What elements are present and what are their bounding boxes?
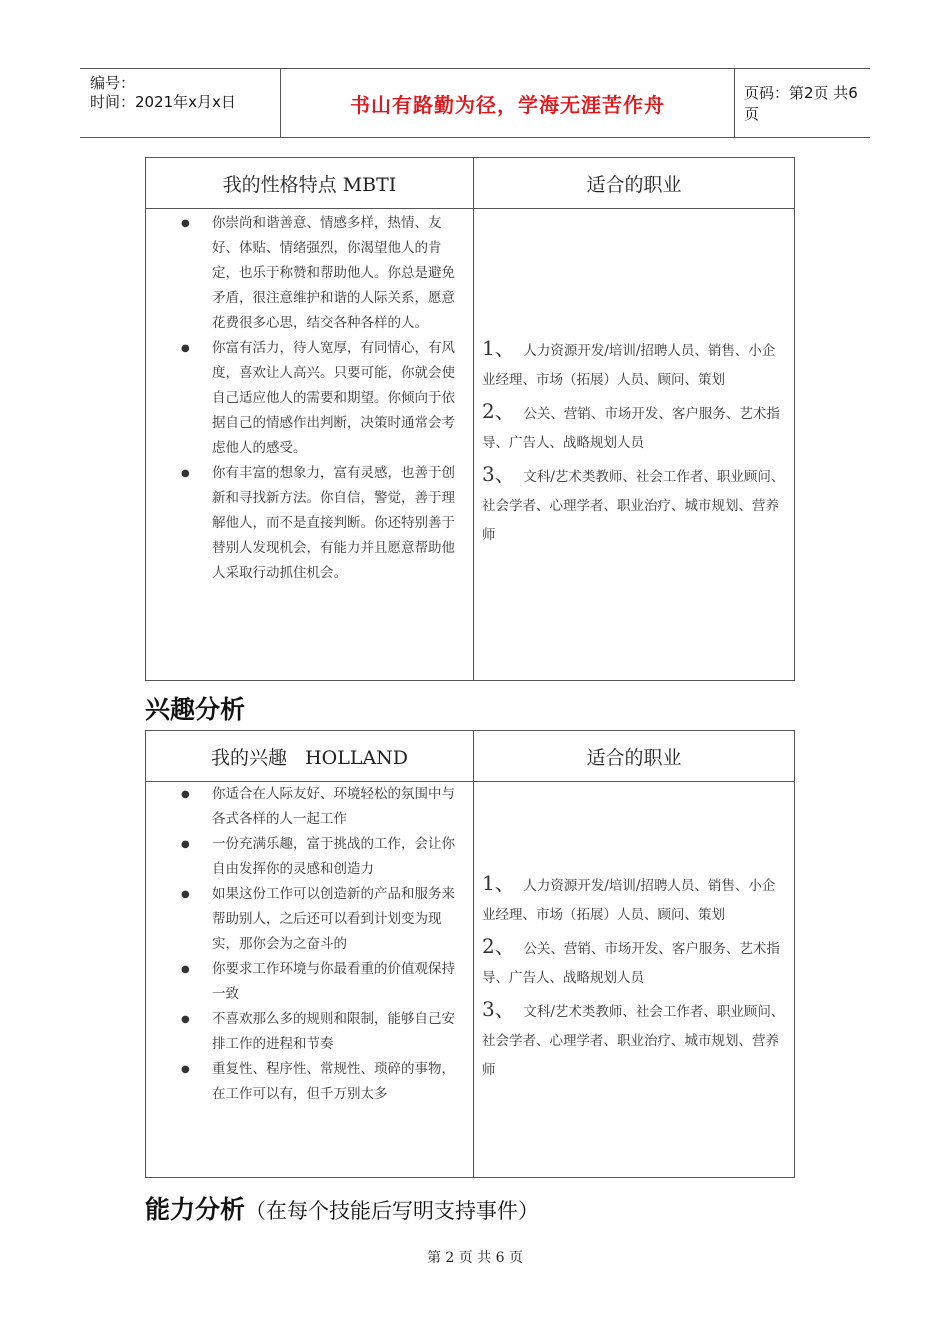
page-code: 页码：第2页 共6页 [744,84,858,123]
ability-subtitle: （在每个技能后写明支持事件） [245,1199,540,1223]
holland-table [145,730,795,1178]
list-item: ● 一份充满乐趣，富于挑战的工作，会让你自由发挥你的灵感和创造力 [146,832,456,882]
header-page-cell [734,69,870,137]
bullet-icon: ● [181,468,190,479]
job-item: 1、 人力资源开发/培训/招聘人员、销售、小企业经理、市场（拓展）人员、顾问、策划 [482,336,776,388]
column-divider [473,208,474,680]
bullet-icon: ● [181,1014,190,1025]
bullet-icon: ● [181,964,190,975]
holland-trait-list [146,782,456,1107]
holland-left-header: 我的兴趣 HOLLAND [146,731,474,782]
job-item: 3、 文科/艺术类教师、社会工作者、职业顾问、社会学者、心理学者、职业治疗、城市规划、营养师 [482,462,785,543]
bullet-icon: ● [181,789,190,800]
mbti-right-header: 适合的职业 [474,158,794,209]
header-motto-cell [280,69,735,137]
list-item: ● 不喜欢那么多的规则和限制，能够自己安排工作的进程和节奏 [146,1007,456,1057]
mbti-trait-list [146,211,456,586]
ability-title: 能力分析 [145,1195,246,1224]
list-item: ● 你富有活力，待人宽厚，有同情心，有风度，喜欢让人高兴。只要可能，你就会使自己适应他人的需要和期望。你倾向于依据自己的情感作出判断，决策时通常会考虑他人的感受。 [146,336,456,461]
bullet-icon: ● [181,218,190,229]
list-item: ● 你要求工作环境与你最看重的价值观保持一致 [146,957,456,1007]
list-item: ● 你有丰富的想象力，富有灵感，也善于创新和寻找新方法。你自信，警觉，善于理解他人，而不是直接判断。你还特别善于替别人发现机会，有能力并且愿意帮助他人采取行动抓住机会。 [146,461,456,586]
list-item: ● 如果这份工作可以创造新的产品和服务来帮助别人，之后还可以看到计划变为现实，那你会为之奋斗的 [146,882,456,957]
mbti-left-header: 我的性格特点 MBTI [146,158,474,209]
bullet-icon: ● [181,839,190,850]
mbti-table [145,157,795,681]
job-item: 2、 公关、营销、市场开发、客户服务、艺术指导、广告人、战略规划人员 [482,934,780,986]
page-footer: 第 2 页 共 6 页 [426,1250,524,1266]
interest-section-title: 兴趣分析 [145,695,246,724]
time-label: 时间：2021年x月x日 [90,93,236,111]
list-item: ● 你适合在人际友好、环境轻松的氛围中与各式各样的人一起工作 [146,782,456,832]
header-info-cell [80,69,280,137]
number-label: 编号： [90,74,136,92]
job-item: 2、 公关、营销、市场开发、客户服务、艺术指导、广告人、战略规划人员 [482,399,780,451]
job-item: 3、 文科/艺术类教师、社会工作者、职业顾问、社会学者、心理学者、职业治疗、城市规划、营养师 [482,997,785,1078]
job-item: 1、 人力资源开发/培训/招聘人员、销售、小企业经理、市场（拓展）人员、顾问、策划 [482,871,776,923]
mbti-job-list [482,334,788,552]
page-header [80,68,870,138]
holland-job-list [482,869,788,1087]
holland-right-header: 适合的职业 [474,731,794,782]
motto: 书山有路勤为径，学海无涯苦作舟 [350,92,665,117]
ability-section-title [145,1190,539,1226]
bullet-icon: ● [181,1064,190,1075]
bullet-icon: ● [181,889,190,900]
column-divider [473,781,474,1177]
bullet-icon: ● [181,343,190,354]
list-item: ● 重复性、程序性、常规性、琐碎的事物，在工作可以有，但千万别太多 [146,1057,456,1107]
list-item: ● 你崇尚和谐善意、情感多样，热情、友好、体贴、情绪强烈，你渴望他人的肯定，也乐于称赞和帮助他人。你总是避免矛盾，很注意维护和谐的人际关系，愿意花费很多心思，结交各种各样的人。 [146,211,456,336]
